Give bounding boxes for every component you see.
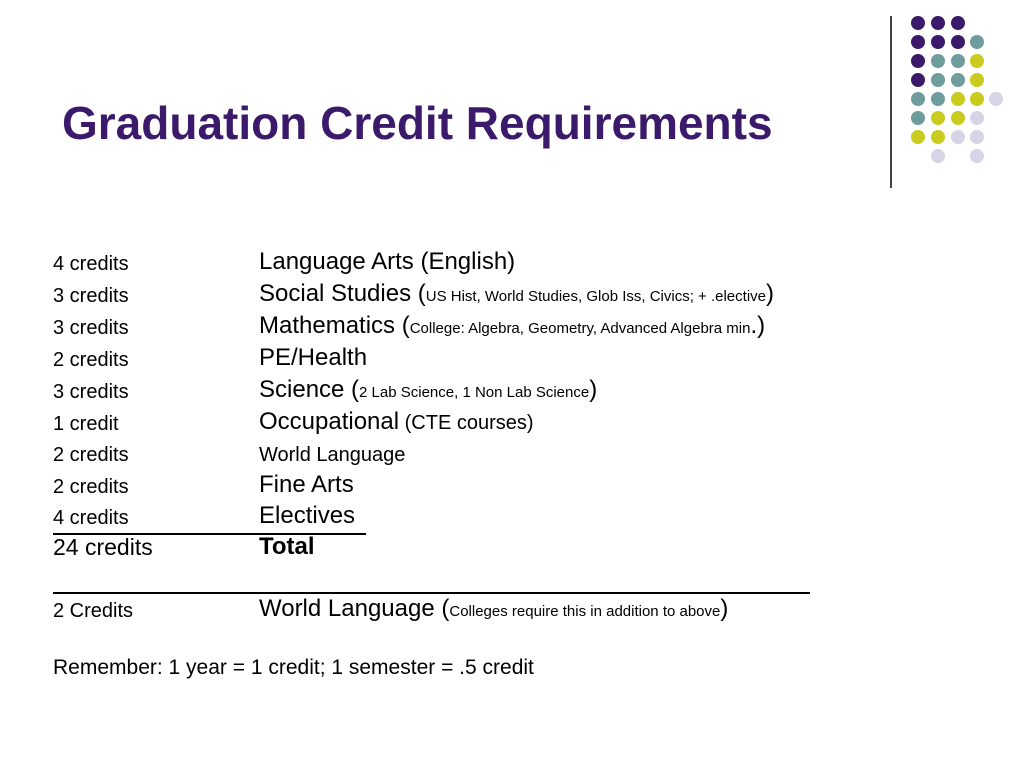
decorative-dot (989, 92, 1003, 106)
requirement-row-language-arts (53, 248, 813, 280)
decorative-dot (931, 16, 945, 30)
requirement-row-pe-health (53, 344, 813, 376)
decorative-dot (911, 130, 925, 144)
decorative-dot (911, 35, 925, 49)
credit-amount: 3 credits (53, 317, 129, 339)
subject-cell (259, 312, 765, 340)
decorative-dot (931, 149, 945, 163)
subject-name: World Language ( (259, 595, 450, 622)
requirement-row-social-studies (53, 280, 813, 312)
decorative-dot (970, 111, 984, 125)
decorative-dot (931, 111, 945, 125)
subject-name: Electives (259, 502, 356, 529)
decorative-dot (970, 149, 984, 163)
requirement-row-science (53, 376, 813, 408)
extra-requirement-row (53, 595, 813, 627)
decorative-dot (951, 16, 965, 30)
decorative-dot (911, 111, 925, 125)
subject-name: World Language (259, 444, 406, 466)
subject-cell (259, 280, 774, 308)
subject-close: ) (589, 376, 598, 403)
subject-detail: Colleges require this in addition to above (449, 603, 721, 620)
credit-amount: 1 credit (53, 413, 119, 435)
decorative-dot (911, 16, 925, 30)
decorative-dot (970, 35, 984, 49)
requirement-row-occupational (53, 408, 813, 440)
divider-line (890, 16, 892, 188)
decorative-dot (970, 54, 984, 68)
decorative-dot (970, 130, 984, 144)
subject-cell (259, 595, 728, 623)
subject-name: PE/Health (259, 344, 368, 371)
requirement-row-fine-arts (53, 471, 813, 503)
subject-name: Social Studies ( (259, 280, 426, 307)
decorative-dot (970, 73, 984, 87)
total-credits: 24 credits (53, 534, 153, 560)
decorative-dot (931, 54, 945, 68)
decorative-dot (970, 92, 984, 106)
decorative-dot (931, 130, 945, 144)
decorative-dot (951, 92, 965, 106)
subject-detail: College: Algebra, Geometry, Advanced Algebra min (409, 320, 751, 337)
credit-amount: 3 credits (53, 381, 129, 403)
total-row (53, 533, 813, 565)
subject-detail: (CTE courses) (399, 412, 534, 434)
page-title: Graduation Credit Requirements (62, 97, 773, 149)
credit-amount: 4 credits (53, 253, 129, 275)
decorative-dot (951, 111, 965, 125)
decorative-dot (951, 73, 965, 87)
requirement-row-world-language (53, 439, 813, 471)
credit-amount: 2 Credits (53, 600, 134, 622)
credit-amount: 2 credits (53, 349, 129, 371)
decorative-dot (931, 92, 945, 106)
remember-note: Remember: 1 year = 1 credit; 1 semester = .5 credit (53, 656, 534, 679)
requirement-row-mathematics (53, 312, 813, 344)
decorative-dot (931, 73, 945, 87)
credit-amount: 2 credits (53, 444, 129, 466)
requirement-row-electives (53, 502, 813, 534)
separator-line (53, 592, 810, 594)
decorative-dot (951, 54, 965, 68)
subject-detail: 2 Lab Science, 1 Non Lab Science (359, 384, 590, 401)
subject-close: ) (766, 280, 774, 307)
decorative-dot (931, 35, 945, 49)
subject-name: Science ( (259, 376, 360, 403)
credit-amount: 3 credits (53, 285, 129, 307)
subject-name: Fine Arts (259, 471, 354, 498)
credit-amount: 2 credits (53, 476, 129, 498)
subject-cell (259, 376, 597, 404)
decorative-dot (951, 130, 965, 144)
decorative-dot (911, 92, 925, 106)
subject-close: .) (750, 312, 766, 339)
total-label: Total (259, 533, 315, 560)
decorative-dot (951, 35, 965, 49)
decorative-dot (911, 73, 925, 87)
decorative-dot (911, 54, 925, 68)
subject-name: Mathematics ( (259, 312, 410, 339)
subject-name: Occupational (259, 408, 400, 435)
subject-detail: US Hist, World Studies, Glob Iss, Civics; + .elective (425, 288, 766, 305)
subject-name: Language Arts (English) (259, 248, 516, 275)
subject-close: ) (720, 595, 729, 622)
credit-amount: 4 credits (53, 507, 129, 529)
subject-cell (259, 408, 534, 436)
